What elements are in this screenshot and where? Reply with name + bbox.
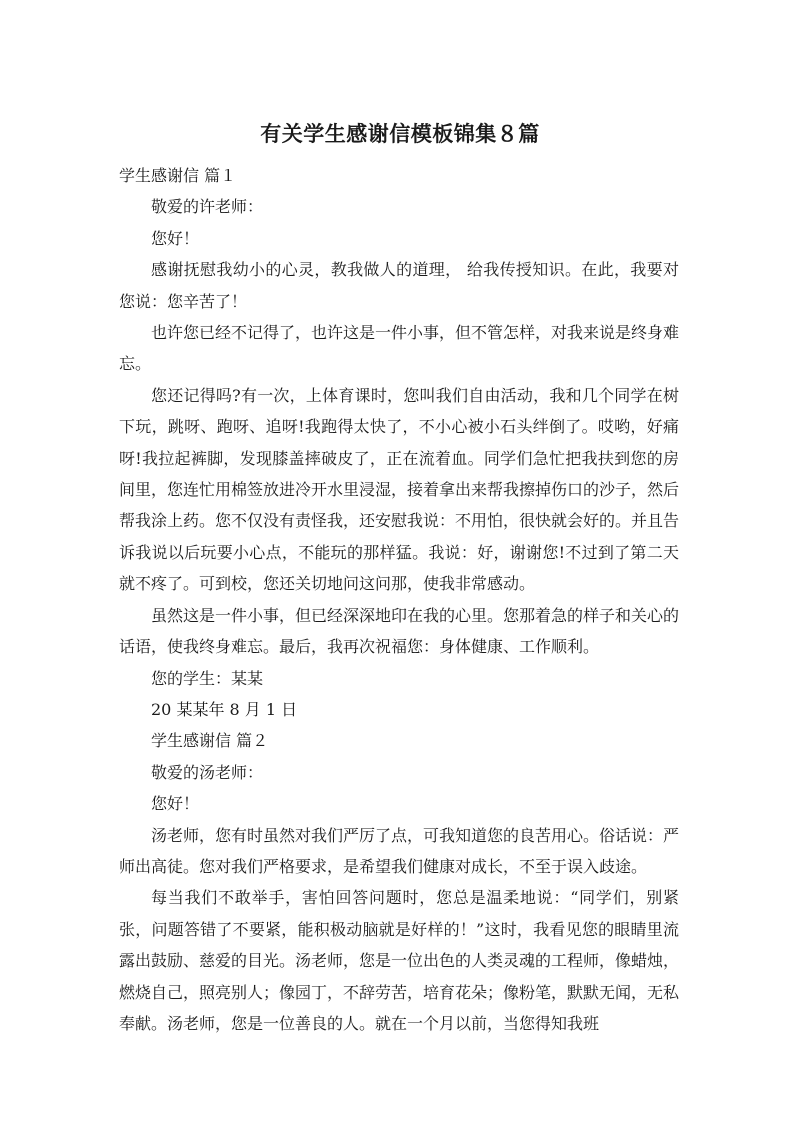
greeting: 您好！	[151, 228, 200, 248]
paragraph: 汤老师，您有时虽然对我们严厉了点，可我知道您的良苦用心。俗话说：严师出高徒。您对我们严格要求，是希望我们健康对成长，不至于误入歧途。	[119, 825, 680, 876]
section-heading: 学生感谢信 篇１	[119, 166, 237, 185]
paragraph: 感谢抚慰我幼小的心灵，教我做人的道理， 给我传授知识。在此，我要对您说：您辛苦了！	[119, 260, 679, 311]
letter-date: 20 某某年 8 月 1 日	[151, 699, 298, 719]
paragraph: 您还记得吗?有一次，上体育课时，您叫我们自由活动，我和几个同学在树下玩，跳呀、跑呀、追呀!我跑得太快了，不小心被小石头绊倒了。哎哟，好痛呀!我拉起裤脚，发现膝盖摔破皮了，正在流着血。同学们急忙把我扶到您的房间里，您连忙用棉签放进冷开水里浸湿，接着拿出来帮我擦掉伤口的沙子，然后帮我涂上药。您不仅没有责怪我，还安慰我说：不用怕，很快就会好的。并且告诉我说以后玩要小心点，不能玩的那样猛。我说：好，谢谢您!不过到了第二天就不疼了。可到校，您还关切地问这问那，使我非常感动。	[119, 385, 680, 594]
greeting: 您好！	[151, 794, 200, 814]
document-body	[119, 160, 679, 1039]
paragraph: 虽然这是一件小事，但已经深深地印在我的心里。您那着急的样子和关心的话语，使我终身难忘。最后，我再次祝福您：身体健康、工作顺利。	[119, 605, 680, 657]
salutation: 敬爱的汤老师：	[151, 762, 264, 782]
signature: 您的学生：某某	[151, 668, 264, 688]
document-title: 有关学生感谢信模板锦集８篇	[260, 122, 540, 146]
section-heading: 学生感谢信 篇２	[151, 731, 269, 751]
salutation: 敬爱的许老师：	[151, 197, 264, 217]
paragraph: 每当我们不敢举手，害怕回答问题时，您总是温柔地说：“同学们，别紧张，问题答错了不要紧，能积极动脑就是好样的！”这时，我看见您的眼睛里流露出鼓励、慈爱的目光。汤老师，您是一位出色的人类灵魂的工程师，像蜡烛，燃烧自己，照亮别人；像园丁，不辞劳苦，培育花朵；像粉笔，默默无闻，无私奉献。汤老师，您是一位善良的人。就在一个月以前，当您得知我班	[119, 888, 680, 1033]
paragraph: 也许您已经不记得了，也许这是一件小事，但不管怎样，对我来说是终身难忘。	[119, 323, 680, 374]
